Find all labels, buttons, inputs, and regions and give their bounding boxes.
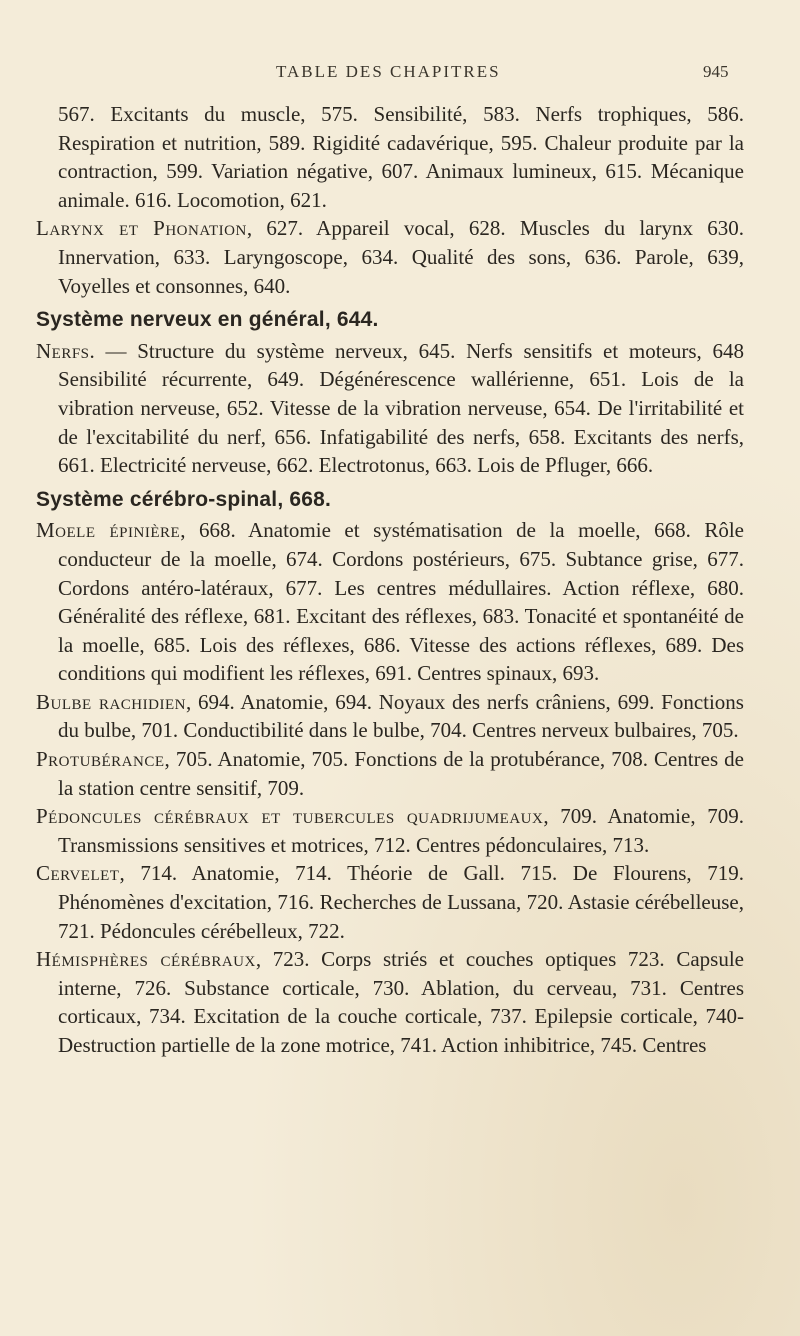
entry-lead: Moele épinière xyxy=(36,518,181,543)
entry-text: , 723. Corps striés et couches optiques 723. Capsule interne, 726. Substance corticale, 730. Ablation, du cerveau, 731. Centres corticaux, 734. Excitation de la couche corticale, 737. Epilepsie corticale, 740- Destruction partielle de la zone motrice, 741. Action inhibitrice, 745. Centres xyxy=(58,947,744,1057)
entry-lead: Bulbe rachidien xyxy=(36,689,186,714)
running-header xyxy=(0,62,800,92)
entry-text: , 694. Anatomie, 694. Noyaux des nerfs crâniens, 699. Fonctions du bulbe, 701. Conductibilité dans le bulbe, 704. Centres nerveux bulbaires, 705. xyxy=(58,689,744,743)
entry-text: , 705. Anatomie, 705. Fonctions de la protubérance, 708. Centres de la station centre sensitif, 709. xyxy=(58,747,744,800)
entry-text: , 709. Anatomie, 709. Transmissions sensitives et motrices, 712. Centres pédonculaires, 713. xyxy=(58,804,744,857)
section-heading-systeme-nerveux: Système nerveux en général, 644. xyxy=(36,308,379,332)
toc-entry-cervelet xyxy=(36,859,744,945)
entry-text: , 668. Anatomie et systématisation de la moelle, 668. Rôle conducteur de la moelle, 674. Cordons postérieurs, 675. Subtance grise, 677. Cordons antéro-latéraux, 677. Les centres médullaires. Action réflexe, 680. Généralité des réflexe, 681. Excitant des réflexes, 683. Tonacité et spontanéité de la moelle, 685. Lois des réflexes, 686. Vitesse des actions réflexes, 689. Des conditions qui modifient les réflexes, 691. Centres spinaux, 693. xyxy=(58,518,745,686)
section-heading-cerebro-spinal: Système cérébro-spinal, 668. xyxy=(36,487,332,511)
entry-text: , 714. Anatomie, 714. Théorie de Gall. 715. De Flourens, 719. Phénomènes d'excitation, 716. Recherches de Lussana, 720. Astasie cérébelleuse, 721. Pédoncules cérébelleux, 722. xyxy=(58,861,744,943)
entry-text: 567. Excitants du muscle, 575. Sensibilité, 583. Nerfs trophiques, 586. Respiration et nutrition, 589. Rigidité cadavérique, 595. Chaleur produite par la contraction, 599. Variation négative, 607. Animaux lumineux, 615. Mécanique animale. 616. Locomotion, 621. xyxy=(58,102,744,212)
table-of-contents-body xyxy=(36,100,744,1060)
toc-entry-protuberance xyxy=(36,745,744,802)
toc-entry-muscle-continued xyxy=(36,100,744,214)
toc-entry-moelle xyxy=(36,516,744,688)
toc-entry-nerfs xyxy=(36,337,744,480)
entry-text: . — Structure du système nerveux, 645. Nerfs sensitifs et moteurs, 648 Sensibilité récurrente, 649. Dégénérescence wallérienne, 651. Lois de la vibration nerveuse, 652. Vitesse de la vibration nerveuse, 654. De l'irritabilité et de l'excitabilité du nerf, 656. Infatigabilité des nerfs, 658. Excitants des nerfs, 661. Electricité nerveuse, 662. Electrotonus, 663. Lois de Pfluger, 666. xyxy=(58,338,744,478)
toc-entry-pedoncules xyxy=(36,802,744,859)
header-title: TABLE DES CHAPITRES xyxy=(276,62,501,81)
entry-lead: Larynx et Phonation xyxy=(36,216,247,241)
entry-lead: Cervelet xyxy=(36,861,120,886)
entry-lead: Hémisphères cérébraux xyxy=(36,947,256,972)
entry-lead: Protubérance xyxy=(36,747,165,772)
toc-entry-larynx xyxy=(36,214,744,300)
entry-lead: Nerfs xyxy=(36,338,90,363)
toc-entry-hemispheres xyxy=(36,945,744,1059)
entry-text: , 627. Appareil vocal, 628. Muscles du larynx 630. Innervation, 633. Laryngoscope, 634. Qualité des sons, 636. Parole, 639, Voyelles et consonnes, 640. xyxy=(58,216,744,298)
toc-entry-bulbe xyxy=(36,688,744,745)
entry-lead: Pédoncules cérébraux et tubercules quadrijumeaux xyxy=(36,804,544,829)
page-number: 945 xyxy=(703,62,729,81)
